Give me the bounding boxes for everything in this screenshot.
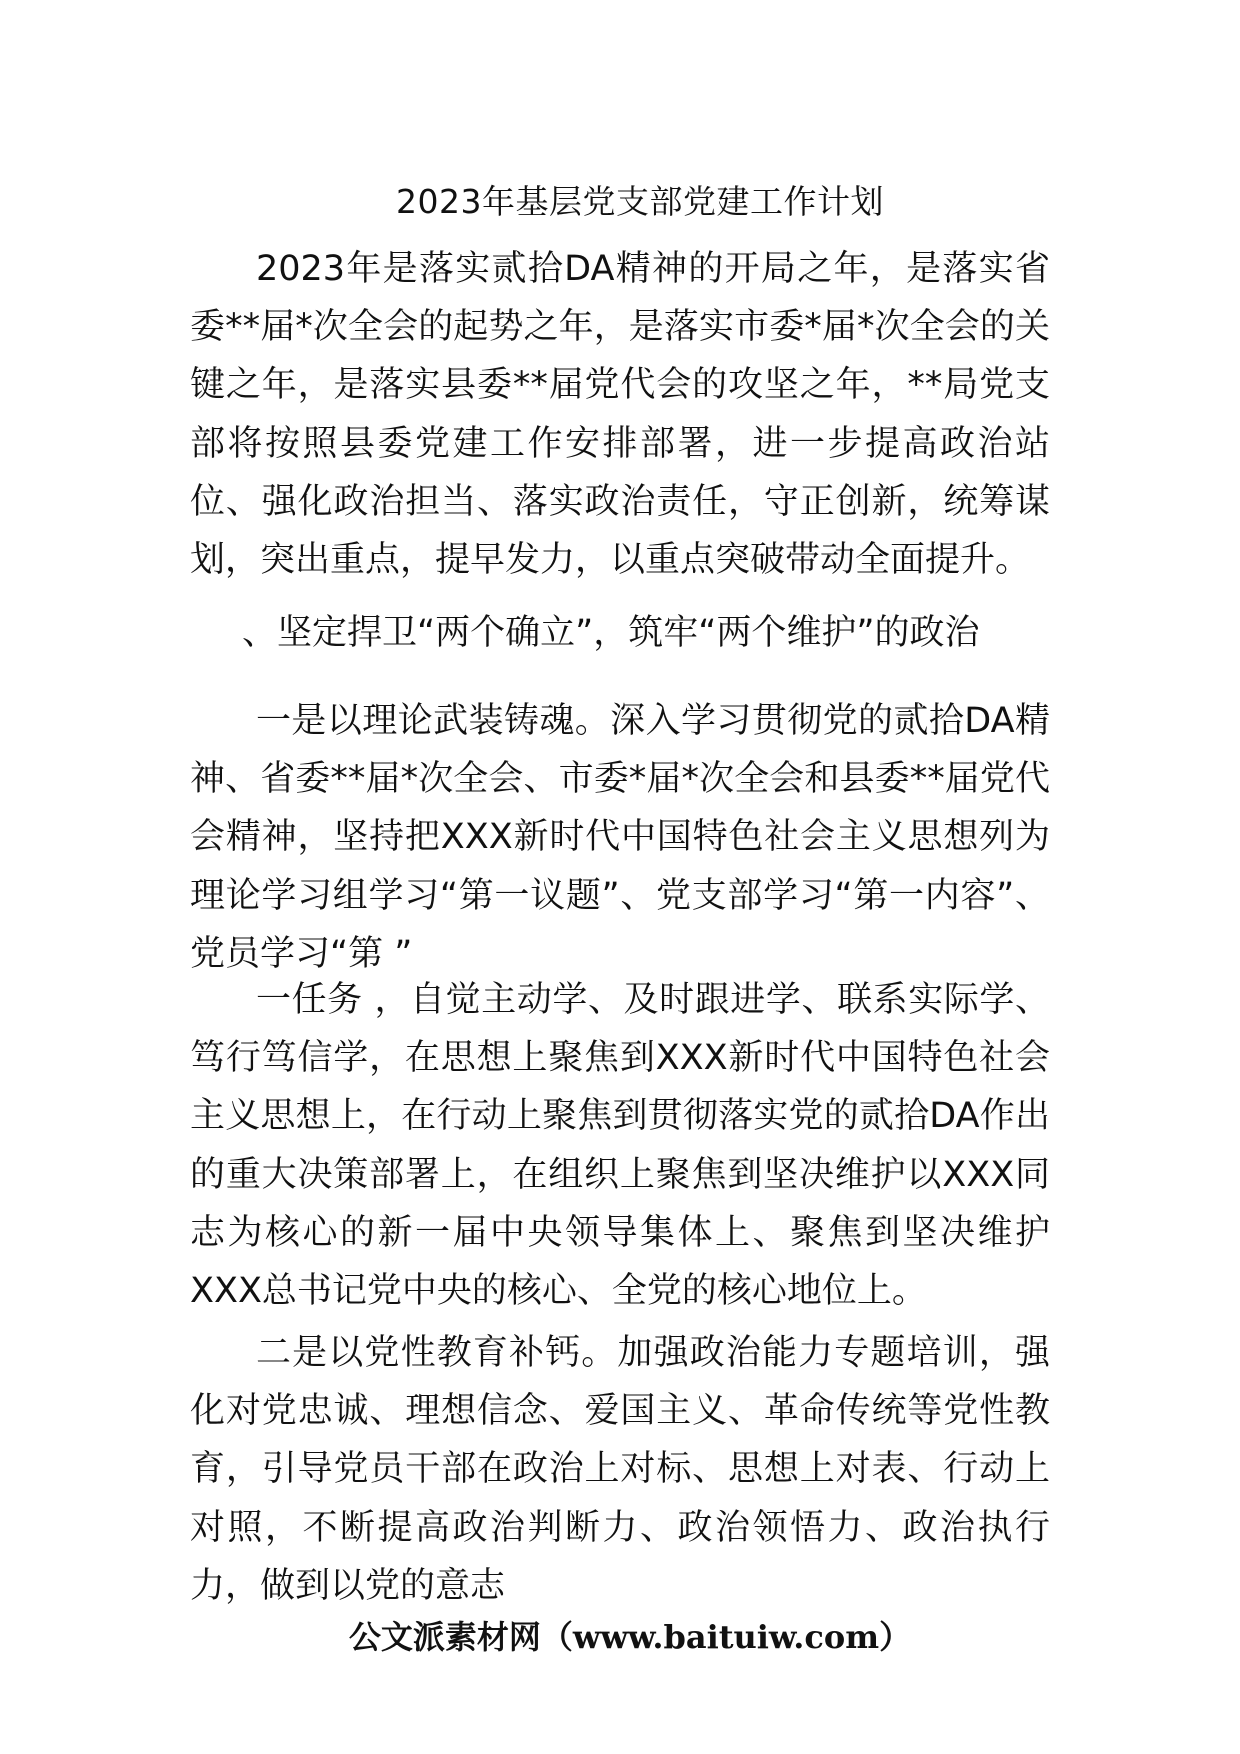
paragraph-party-education: 二是以党性教育补钙。加强政治能力专题培训，强化对党忠诚、理想信念、爱国主义、革命传统等党性教育，引导党员干部在政治上对标、思想上对表、行动上对照，不断提高政治判断力、政治领悟力、政治执行力，做到以党的意志 (190, 1333, 1050, 1606)
footer-source: 公文派素材网（www.baituiw.com） (348, 1618, 912, 1656)
paragraph-tasks: 一任务 ，自觉主动学、及时跟进学、联系实际学、笃行笃信学，在思想上聚焦到XXX新时代中国特色社会主义思想上，在行动上聚焦到贯彻落实党的贰拾DA作出的重大决策部署上，在组织上聚焦到坚决维护以XXX同志为核心的新一届中央领导集体上、聚焦到坚决维护XXX总书记党中央的核心、全党的核心地位上。 (190, 980, 1050, 1312)
paragraph-theory: 一是以理论武装铸魂。深入学习贯彻党的贰拾DA精神、省委**届*次全会、市委*届*次全会和县委**届党代会精神，坚持把XXX新时代中国特色社会主义思想列为理论学习组学习“第一议题”、党支部学习“第一内容”、党员学习“第 ” (190, 701, 1050, 974)
section-heading: 、坚定捍卫“两个确立”，筑牢“两个维护”的政治 (242, 613, 980, 653)
paragraph-intro: 2023年是落实贰拾DA精神的开局之年，是落实省委**届*次全会的起势之年，是落实市委*届*次全会的关键之年，是落实县委**届党代会的攻坚之年，**局党支部将按照县委党建工作安排部署，进一步提高政治站位、强化政治担当、落实政治责任，守正创新，统筹谋划，突出重点，提早发力，以重点突破带动全面提升。 (190, 249, 1050, 581)
document-title: 2023年基层党支部党建工作计划 (396, 182, 884, 221)
